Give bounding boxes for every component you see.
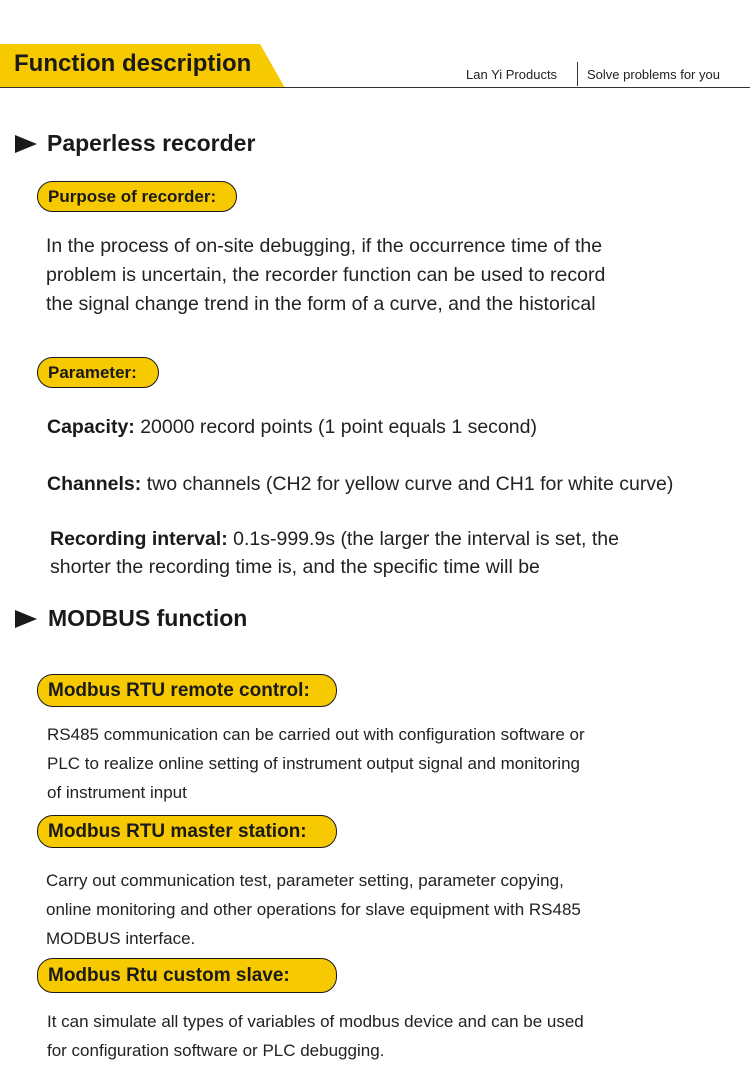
interval-continued: shorter the recording time is, and the specific time will be: [50, 556, 540, 578]
section-title-recorder: Paperless recorder: [47, 130, 256, 156]
channels-row: [47, 470, 673, 498]
modbus-remote-label: Modbus RTU remote control:: [37, 674, 337, 707]
brand-text: Lan Yi Products: [466, 67, 558, 82]
purpose-line: problem is uncertain, the recorder function can be used to record: [46, 264, 606, 286]
modbus-master-label: Modbus RTU master station:: [37, 815, 337, 848]
paragraph-line: It can simulate all types of variables of modbus device and can be used: [47, 1012, 584, 1031]
paragraph-line: of instrument input: [47, 783, 187, 802]
interval-row: [50, 525, 619, 553]
capacity-value: 20000 record points (1 point equals 1 second): [140, 416, 537, 438]
arrow-right-icon: [15, 610, 37, 628]
parameter-label: Parameter:: [37, 357, 159, 388]
purpose-line: the signal change trend in the form of a curve, and the historical: [46, 293, 596, 315]
interval-value: 0.1s-999.9s (the larger the interval is set, the: [233, 528, 619, 550]
header-meta-divider: [577, 62, 578, 86]
capacity-row: [47, 413, 537, 441]
paragraph-line: RS485 communication can be carried out with configuration software or: [47, 725, 585, 744]
purpose-label: Purpose of recorder:: [37, 181, 237, 212]
header-divider: [0, 87, 750, 88]
channels-value: two channels (CH2 for yellow curve and CH1 for white curve): [146, 473, 674, 495]
modbus-slave-paragraph: [47, 1007, 737, 1065]
paragraph-line: for configuration software or PLC debugging.: [47, 1041, 385, 1060]
arrow-right-icon: [15, 135, 37, 153]
section-title-modbus: MODBUS function: [48, 605, 248, 631]
paragraph-line: PLC to realize online setting of instrument output signal and monitoring: [47, 754, 580, 773]
interval-label: Recording interval:: [50, 528, 228, 550]
purpose-line: In the process of on-site debugging, if the occurrence time of the: [46, 235, 603, 257]
modbus-remote-paragraph: [47, 720, 737, 807]
slogan-text: Solve problems for you: [587, 67, 720, 82]
channels-label: Channels:: [47, 473, 142, 495]
paragraph-line: online monitoring and other operations for slave equipment with RS485: [46, 900, 581, 919]
paragraph-line: MODBUS interface.: [46, 929, 196, 948]
modbus-master-paragraph: [46, 866, 736, 953]
page-title: Function description: [14, 50, 252, 77]
modbus-slave-label: Modbus Rtu custom slave:: [37, 958, 337, 993]
capacity-label: Capacity:: [47, 416, 135, 438]
paragraph-line: Carry out communication test, parameter setting, parameter copying,: [46, 871, 564, 890]
purpose-paragraph: [46, 232, 736, 319]
